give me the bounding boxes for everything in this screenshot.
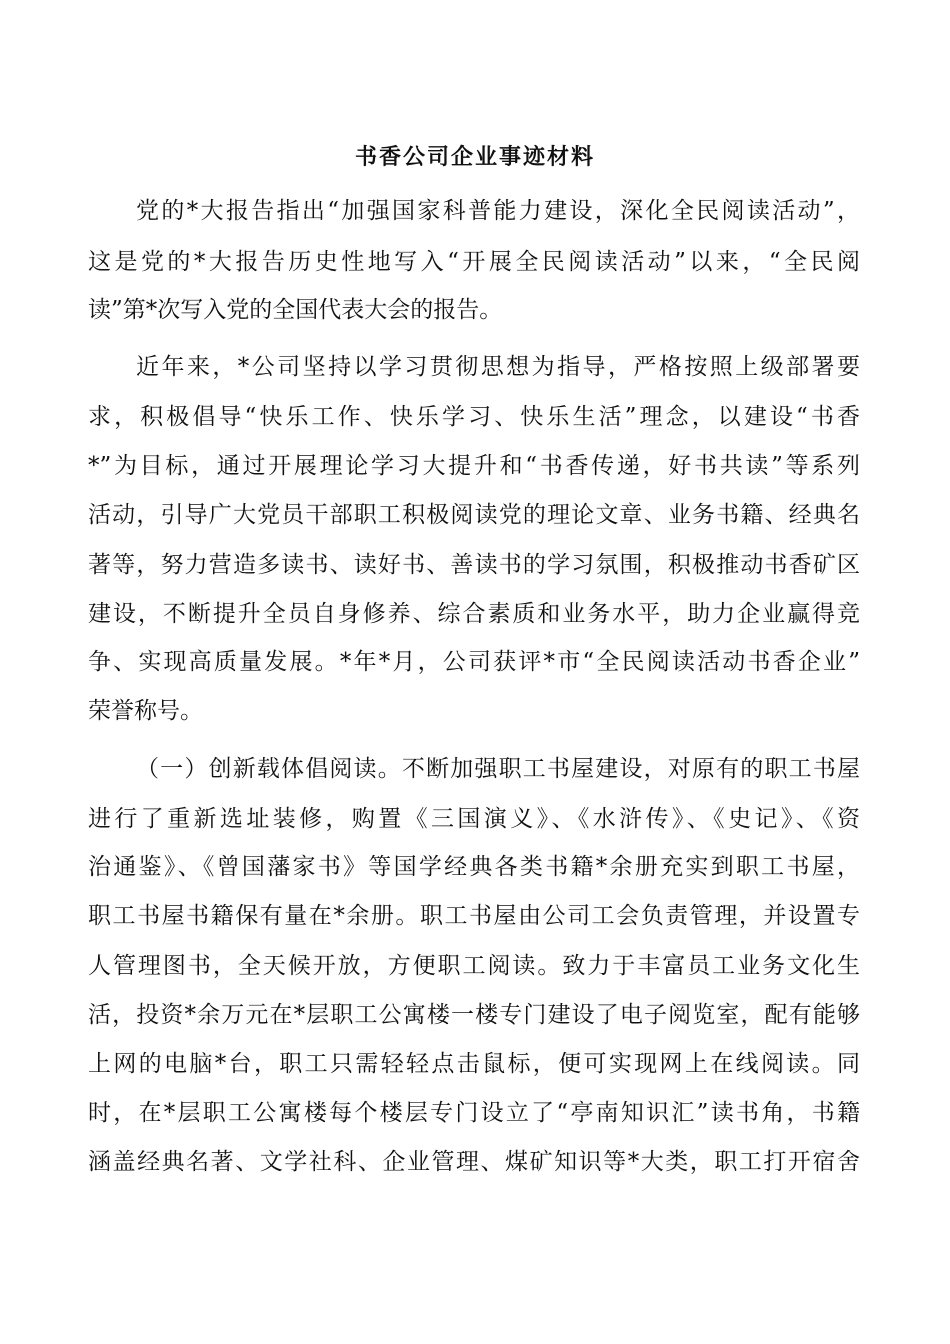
text-line: 涵盖经典名著、文学社科、企业管理、煤矿知识等*大类，职工打开宿舍 [88,1149,860,1175]
text-line: 党的*大报告指出“加强国家科普能力建设，深化全民阅读活动”， [136,198,860,224]
text-line: 时，在*层职工公寓楼每个楼层专门设立了“亭南知识汇”读书角，书籍 [88,1100,860,1126]
text-line: 职工书屋书籍保有量在*余册。职工书屋由公司工会负责管理，并设置专 [88,903,860,929]
text-line: 上网的电脑*台，职工只需轻轻点击鼠标，便可实现网上在线阅读。同 [88,1051,860,1077]
text-line: 活动，引导广大党员干部职工积极阅读党的理论文章、业务书籍、经典名 [88,502,860,528]
text-line: 近年来，*公司坚持以学习贯彻思想为指导，严格按照上级部署要 [136,354,860,380]
text-line: 著等，努力营造多读书、读好书、善读书的学习氛围，积极推动书香矿区 [88,552,860,578]
text-line: 人管理图书，全天候开放，方便职工阅读。致力于丰富员工业务文化生 [88,953,860,979]
text-line: （一）创新载体倡阅读。不断加强职工书屋建设，对原有的职工书屋 [136,756,860,782]
text-line: 荣誉称号。 [88,698,203,724]
text-line: 活，投资*余万元在*层职工公寓楼一楼专门建设了电子阅览室，配有能够 [88,1002,860,1028]
text-line: 治通鉴》、《曾国藩家书》等国学经典各类书籍*余册充实到职工书屋， [88,854,860,880]
text-line: 求，积极倡导“快乐工作、快乐学习、快乐生活”理念，以建设“书香 [88,404,860,430]
document-title: 书香公司企业事迹材料 [354,144,595,170]
text-line: 进行了重新选址装修，购置《三国演义》、《水浒传》、《史记》、《资 [88,806,860,832]
text-line: 这是党的*大报告历史性地写入“开展全民阅读活动”以来，“全民阅 [88,249,860,275]
text-line: 建设，不断提升全员自身修养、综合素质和业务水平，助力企业赢得竞 [88,601,860,627]
text-line: 争、实现高质量发展。*年*月，公司获评*市“全民阅读活动书香企业” [88,649,860,675]
text-line: *”为目标，通过开展理论学习大提升和“书香传递，好书共读”等系列 [88,453,860,479]
text-line: 读”第*次写入党的全国代表大会的报告。 [88,297,503,323]
